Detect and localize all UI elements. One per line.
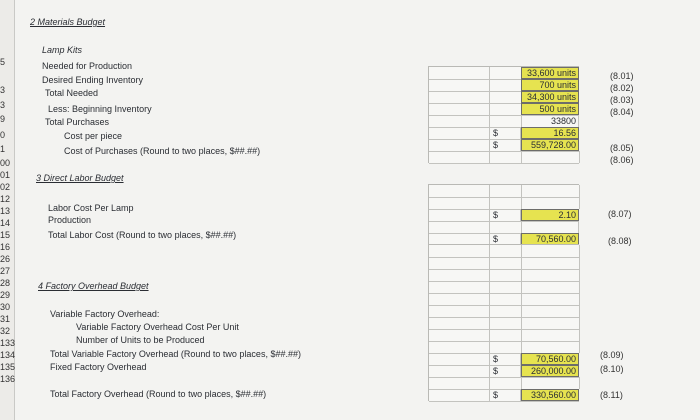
- grid-cell: [429, 317, 490, 329]
- grid-cell: [489, 115, 522, 127]
- labor-grid: [428, 184, 579, 245]
- row-number: 14: [0, 218, 11, 228]
- row-number: 00: [0, 158, 11, 168]
- row-number: 0: [0, 130, 6, 140]
- grid-cell: [489, 329, 522, 341]
- row-number: 27: [0, 266, 11, 276]
- label-number-of-units: Number of Units to be Produced: [76, 335, 205, 345]
- grid-cell: [521, 293, 580, 305]
- total-needed-cell[interactable]: 34,300 units: [521, 91, 579, 103]
- grid-cell: [429, 365, 490, 377]
- row-number: 1: [0, 144, 6, 154]
- label-fixed-factory-overhead: Fixed Factory Overhead: [50, 362, 147, 372]
- currency-symbol: $: [489, 127, 521, 139]
- grid-cell: [429, 269, 490, 281]
- factory-overhead-budget-title: 4 Factory Overhead Budget: [38, 281, 149, 291]
- label-needed-for-production: Needed for Production: [42, 61, 133, 71]
- label-production: Production: [48, 215, 92, 225]
- grid-cell: [521, 329, 580, 341]
- grid-cell: [489, 91, 522, 103]
- row-number: 29: [0, 290, 11, 300]
- grid-cell: [489, 305, 522, 317]
- label-lamp-kits: Lamp Kits: [42, 45, 83, 55]
- grid-cell: [429, 245, 490, 257]
- grid-cell: [429, 281, 490, 293]
- total-factory-overhead-cell[interactable]: 330,560.00: [521, 389, 579, 401]
- total-purchases-cell[interactable]: 33800: [521, 115, 579, 127]
- row-number: 133: [0, 338, 16, 348]
- row-number: 13: [0, 206, 11, 216]
- currency-symbol: $: [489, 389, 521, 401]
- ref-8-05: (8.05): [610, 143, 634, 153]
- grid-cell: [521, 197, 580, 209]
- grid-cell: [489, 197, 522, 209]
- fixed-factory-overhead-cell[interactable]: 260,000.00: [521, 365, 579, 377]
- grid-cell: [489, 269, 522, 281]
- ref-8-11: (8.11): [600, 390, 623, 400]
- total-labor-cost-cell[interactable]: 70,560.00: [521, 233, 579, 245]
- grid-cell: [429, 151, 490, 163]
- ref-8-02: (8.02): [610, 83, 634, 93]
- grid-cell: [521, 257, 580, 269]
- cost-of-purchases-cell[interactable]: 559,728.00: [521, 139, 579, 151]
- currency-symbol: $: [489, 233, 521, 245]
- row-number: 15: [0, 230, 11, 240]
- grid-cell: [521, 185, 580, 197]
- grid-cell: [489, 377, 522, 389]
- grid-cell: [429, 221, 490, 233]
- grid-cell: [489, 281, 522, 293]
- currency-symbol: $: [489, 365, 521, 377]
- label-total-factory-overhead: Total Factory Overhead (Round to two places, $##.##): [50, 389, 267, 399]
- production-cell[interactable]: [521, 221, 579, 233]
- label-total-variable-overhead: Total Variable Factory Overhead (Round to two places, $##.##): [50, 349, 301, 359]
- ref-8-01: (8.01): [610, 71, 634, 81]
- grid-cell: [429, 305, 490, 317]
- grid-cell: [429, 67, 490, 79]
- grid-cell: [489, 341, 522, 353]
- label-variable-overhead-cost-per-unit: Variable Factory Overhead Cost Per Unit: [76, 322, 239, 332]
- row-number: 26: [0, 254, 11, 264]
- grid-cell: [489, 103, 522, 115]
- labor-cost-per-lamp-cell[interactable]: 2.10: [521, 209, 579, 221]
- label-total-needed: Total Needed: [45, 88, 99, 98]
- grid-cell: [429, 377, 490, 389]
- grid-cell: [429, 389, 490, 401]
- currency-symbol: $: [489, 209, 521, 221]
- grid-cell: [521, 245, 580, 257]
- label-variable-factory-overhead: Variable Factory Overhead:: [50, 309, 160, 319]
- row-number: 12: [0, 194, 11, 204]
- grid-cell: [429, 139, 490, 151]
- grid-cell: [429, 127, 490, 139]
- grid-cell: [489, 257, 522, 269]
- grid-cell: [429, 329, 490, 341]
- label-total-purchases: Total Purchases: [45, 117, 110, 127]
- ref-8-07: (8.07): [608, 209, 632, 219]
- row-number: 16: [0, 242, 11, 252]
- label-desired-ending-inventory: Desired Ending Inventory: [42, 75, 144, 85]
- grid-cell: [489, 245, 522, 257]
- grid-cell: [489, 185, 522, 197]
- grid-cell: [429, 197, 490, 209]
- row-number: 134: [0, 350, 16, 360]
- row-number-gutter: [0, 0, 15, 420]
- grid-cell: [429, 103, 490, 115]
- currency-symbol: $: [489, 139, 521, 151]
- ref-8-04: (8.04): [610, 107, 634, 117]
- row-number: 30: [0, 302, 11, 312]
- total-variable-overhead-cell[interactable]: 70,560.00: [521, 353, 579, 365]
- direct-labor-budget-title: 3 Direct Labor Budget: [36, 173, 124, 183]
- grid-row: [429, 151, 579, 164]
- grid-cell: [429, 353, 490, 365]
- desired-ending-inventory-cell[interactable]: 700 units: [521, 79, 579, 91]
- grid-cell: [521, 269, 580, 281]
- label-cost-per-piece: Cost per piece: [64, 131, 123, 141]
- row-number: 136: [0, 374, 16, 384]
- grid-cell: [489, 221, 522, 233]
- row-number: 01: [0, 170, 11, 180]
- grid-cell: [429, 115, 490, 127]
- row-number: 28: [0, 278, 11, 288]
- row-number: 02: [0, 182, 11, 192]
- grid-cell: [429, 91, 490, 103]
- ref-8-06: (8.06): [610, 155, 634, 165]
- grid-cell: [429, 185, 490, 197]
- row-number: 135: [0, 362, 16, 372]
- materials-grid: [428, 66, 579, 163]
- label-total-labor-cost: Total Labor Cost (Round to two places, $##.##): [48, 230, 237, 240]
- ref-8-03: (8.03): [610, 95, 634, 105]
- grid-cell: [429, 341, 490, 353]
- grid-cell: [521, 341, 580, 353]
- label-cost-of-purchases: Cost of Purchases (Round to two places, $##.##): [64, 146, 261, 156]
- grid-cell: [521, 377, 580, 389]
- ref-8-08: (8.08): [608, 236, 632, 246]
- needed-for-production-cell[interactable]: 33,600 units: [521, 67, 579, 79]
- grid-cell: [521, 305, 580, 317]
- row-number: 32: [0, 326, 11, 336]
- ref-8-10: (8.10): [600, 364, 624, 374]
- ref-8-09: (8.09): [600, 350, 624, 360]
- grid-row: [429, 389, 579, 402]
- grid-cell: [521, 281, 580, 293]
- grid-cell: [429, 257, 490, 269]
- label-less-beginning-inventory: Less: Beginning Inventory: [48, 104, 152, 114]
- grid-cell: [429, 293, 490, 305]
- grid-cell: [489, 67, 522, 79]
- grid-cell: [489, 317, 522, 329]
- overhead-grid: [428, 244, 579, 401]
- grid-cell: [429, 79, 490, 91]
- grid-cell: [521, 317, 580, 329]
- row-number: 3: [0, 85, 6, 95]
- cost-per-piece-cell[interactable]: 16.56: [521, 127, 579, 139]
- label-labor-cost-per-lamp: Labor Cost Per Lamp: [48, 203, 134, 213]
- grid-cell: [489, 151, 522, 163]
- materials-budget-title: 2 Materials Budget: [30, 17, 106, 27]
- row-number: 31: [0, 314, 11, 324]
- beginning-inventory-cell[interactable]: 500 units: [521, 103, 579, 115]
- row-number: 5: [0, 57, 6, 67]
- row-number: 9: [0, 114, 6, 124]
- grid-cell: [429, 209, 490, 221]
- grid-cell: [489, 79, 522, 91]
- grid-cell: [489, 293, 522, 305]
- grid-cell: [521, 151, 580, 163]
- row-number: 3: [0, 100, 6, 110]
- currency-symbol: $: [489, 353, 521, 365]
